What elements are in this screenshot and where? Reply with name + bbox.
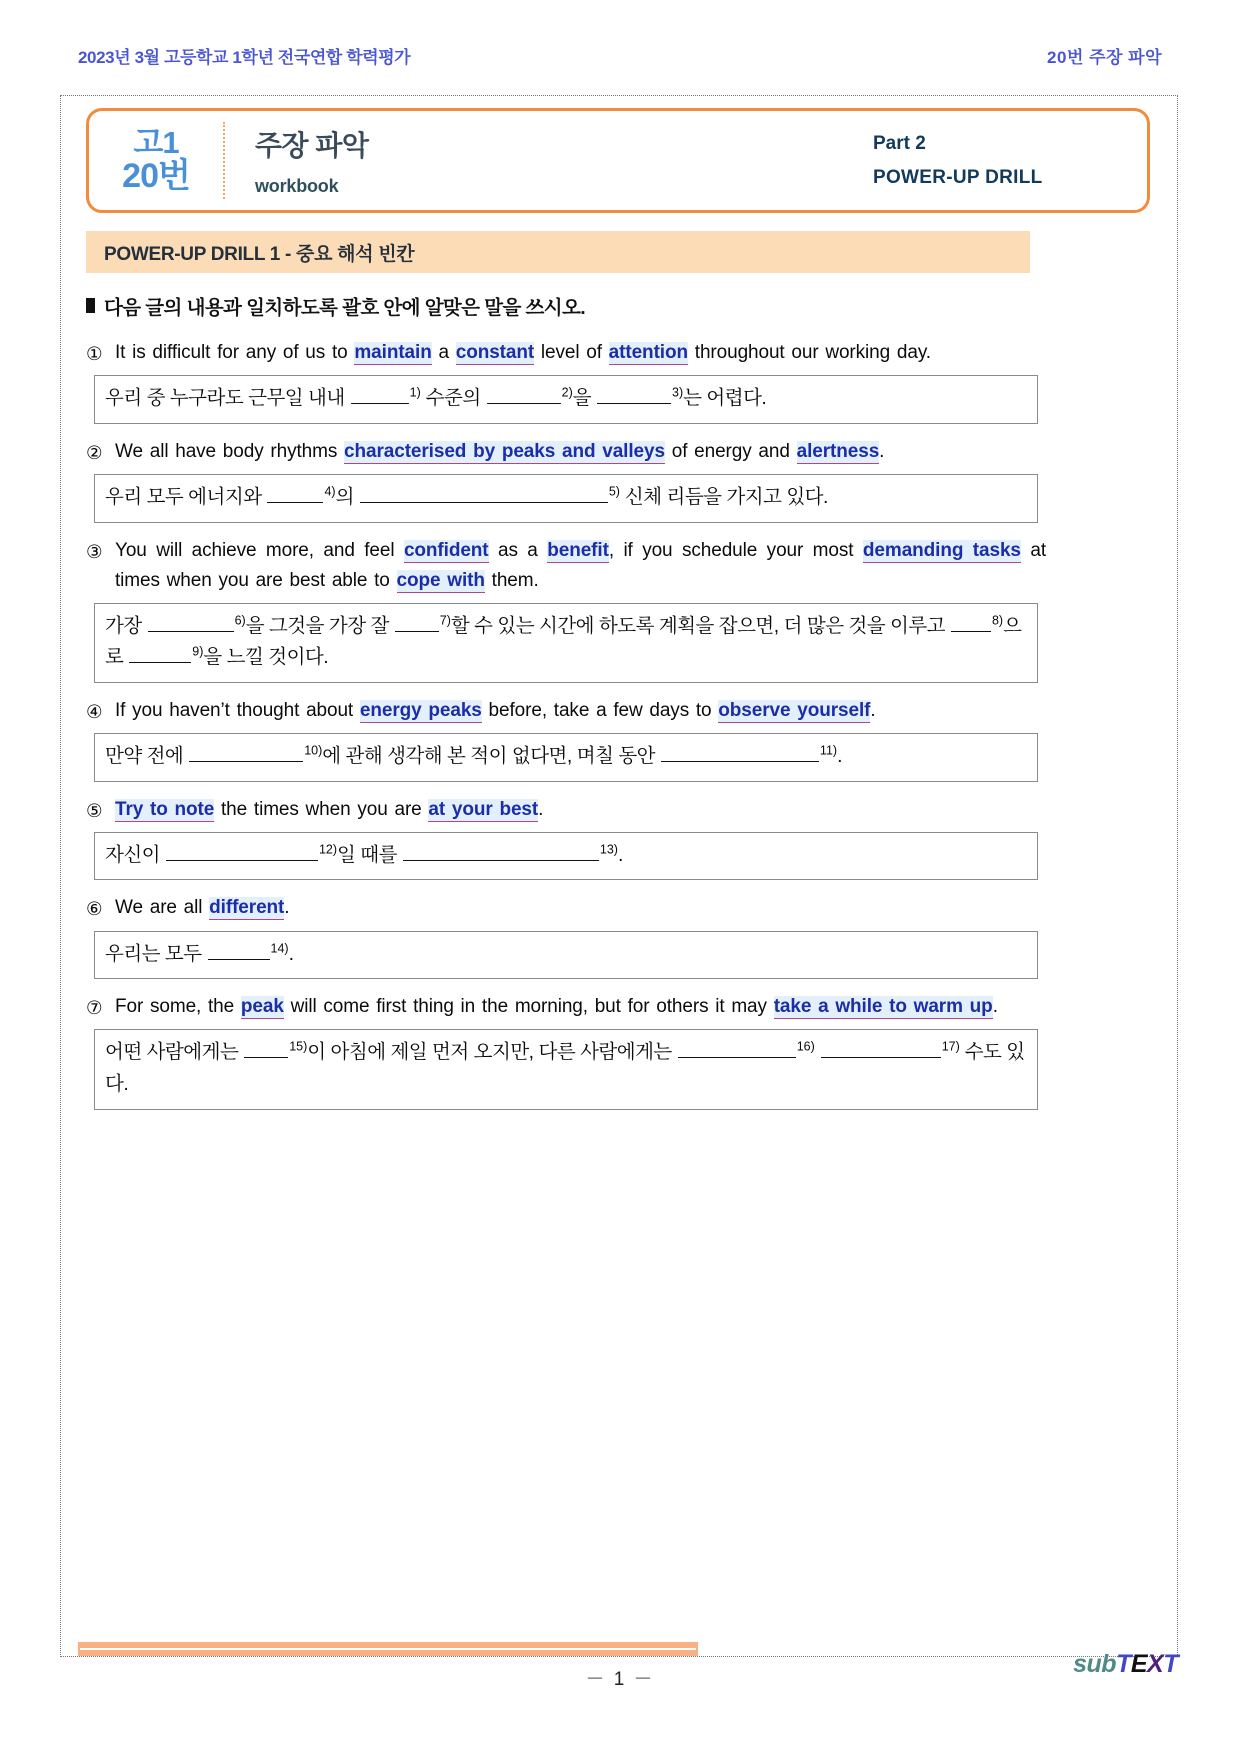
drill-banner: [86, 231, 1030, 273]
answer-blank[interactable]: [661, 742, 819, 762]
highlighted-phrase: observe yourself: [718, 699, 871, 721]
title-right: [873, 111, 1147, 210]
blank-index: 11): [819, 743, 838, 758]
question-item: [86, 338, 1046, 424]
english-sentence-row: [86, 536, 1046, 596]
logo-t1: T: [1116, 1650, 1131, 1678]
drill-banner-label: POWER-UP DRILL 1 - 중요 해석 빈칸: [104, 243, 415, 265]
english-sentence-row: [86, 437, 1046, 467]
answer-blank[interactable]: [597, 385, 671, 405]
blank-index: 13): [599, 842, 618, 857]
logo-sub: sub: [1073, 1650, 1117, 1678]
part-label: Part 2: [873, 132, 926, 154]
highlighted-phrase: peak: [240, 996, 284, 1018]
highlighted-phrase: confident: [403, 539, 489, 561]
answer-box[interactable]: [94, 474, 1038, 523]
answer-box[interactable]: [94, 733, 1038, 782]
drill-type-label: POWER-UP DRILL: [873, 166, 1043, 188]
item-number: ②: [86, 441, 103, 463]
blank-index: 8): [991, 613, 1004, 628]
answer-box[interactable]: [94, 603, 1038, 683]
answer-blank[interactable]: [351, 385, 409, 405]
english-sentence-row: [86, 338, 1046, 368]
english-sentence-row: [86, 795, 1046, 825]
subtext-logo: [1073, 1650, 1178, 1679]
korean-translation: 우리 모두 에너지와 $^{4)}$의 $^{5)}$ 신체 리듬을 가지고 있다.: [105, 484, 828, 509]
item-number: ④: [86, 700, 103, 722]
exam-title: 2023년 3월 고등학교 1학년 전국연합 학력평가: [78, 47, 411, 67]
footer-bar: [78, 1642, 698, 1656]
answer-blank[interactable]: [821, 1039, 941, 1059]
answer-box[interactable]: [94, 1029, 1038, 1109]
question-item: [86, 795, 1046, 881]
page-number: － 1 －: [585, 1669, 655, 1690]
answer-blank[interactable]: [129, 644, 191, 664]
highlighted-phrase: benefit: [547, 539, 609, 561]
answer-blank[interactable]: [166, 841, 318, 861]
highlighted-phrase: at your best: [428, 798, 539, 820]
answer-box[interactable]: [94, 931, 1038, 980]
page-subtitle: workbook: [255, 176, 339, 196]
logo-x: X: [1147, 1650, 1164, 1678]
question-item: [86, 992, 1046, 1109]
answer-blank[interactable]: [148, 612, 234, 632]
answer-blank[interactable]: [487, 385, 561, 405]
blank-index: 12): [318, 842, 338, 857]
blank-index: 9): [192, 644, 204, 659]
english-sentence: It is difficult for any of us to maintain a constant level of attention throughout our working day.: [115, 342, 931, 363]
korean-translation: 우리 중 누구라도 근무일 내내 $^{1)}$ 수준의 $^{2)}$을 $^{3)}$는 어렵다.: [105, 385, 767, 410]
highlighted-phrase: maintain: [354, 342, 432, 363]
english-sentence: We all have body rhythms characterised by peaks and valleys of energy and alertness.: [115, 440, 885, 462]
question-item: [86, 893, 1046, 979]
english-sentence: Try to note the times when you are at your best.: [115, 798, 544, 820]
answer-blank[interactable]: [395, 612, 439, 632]
korean-translation: 만약 전에 $^{10)}$에 관해 생각해 본 적이 없다면, 며칠 동안 $^{11)}$.: [105, 743, 842, 767]
title-main: [225, 111, 873, 210]
highlighted-phrase: characterised by peaks and valleys: [344, 440, 665, 462]
korean-translation: 어떤 사람에게는 $^{15)}$이 아침에 제일 먼저 오지만, 다른 사람에게는 $^{16)}$ $^{17)}$ 수도 있다.: [105, 1039, 1025, 1095]
korean-translation: 자신이 $^{12)}$일 때를 $^{13)}$.: [105, 842, 623, 866]
blank-index: 7): [439, 613, 451, 628]
worksheet-content: [86, 292, 1046, 1123]
answer-box[interactable]: [94, 375, 1038, 424]
english-sentence-row: [86, 893, 1046, 923]
answer-blank[interactable]: [678, 1039, 796, 1059]
question-list: [86, 338, 1046, 1110]
blank-index: 1): [409, 385, 421, 400]
korean-translation: 가장 $^{6)}$을 그것을 가장 잘 $^{7)}$할 수 있는 시간에 하도록 계획을 잡으면, 더 많은 것을 이루고 $^{8)}$으로 $^{9)}$을 느낄 것이다.: [105, 613, 1022, 669]
instruction-line: [86, 292, 1046, 320]
question-number: 20번: [122, 156, 190, 195]
blank-index: 16): [796, 1039, 815, 1054]
item-number: ③: [86, 540, 103, 562]
answer-blank[interactable]: [244, 1039, 288, 1059]
highlighted-phrase: cope with: [396, 569, 485, 591]
highlighted-phrase: attention: [608, 342, 688, 363]
blank-index: 4): [324, 484, 336, 499]
korean-translation: 우리는 모두 $^{14)}$.: [105, 941, 294, 965]
blank-index: 5): [608, 484, 620, 499]
highlighted-phrase: energy peaks: [359, 699, 482, 721]
item-number: ⑦: [86, 997, 103, 1019]
question-item: [86, 437, 1046, 523]
blank-index: 15): [289, 1039, 308, 1054]
bullet-square-icon: [86, 298, 95, 313]
logo-e: E: [1130, 1650, 1148, 1678]
title-box: [86, 108, 1150, 213]
highlighted-phrase: alertness: [796, 440, 880, 462]
highlighted-phrase: constant: [455, 342, 535, 363]
instruction-text: 다음 글의 내용과 일치하도록 괄호 안에 알맞은 말을 쓰시오.: [104, 297, 586, 319]
grade-badge: [89, 111, 223, 210]
highlighted-phrase: take a while to warm up: [773, 996, 993, 1018]
item-number: ⑤: [86, 799, 103, 821]
answer-blank[interactable]: [189, 742, 303, 762]
english-sentence-row: [86, 992, 1046, 1022]
highlighted-phrase: different: [209, 897, 285, 919]
grade-level: 고1: [133, 124, 179, 160]
blank-index: 14): [270, 941, 289, 956]
blank-index: 17): [941, 1039, 960, 1054]
blank-index: 6): [234, 613, 246, 628]
answer-blank[interactable]: [208, 940, 270, 960]
blank-index: 2): [561, 385, 573, 400]
answer-blank[interactable]: [403, 841, 599, 861]
english-sentence: For some, the peak will come first thing in the morning, but for others it may take a while to warm up.: [115, 996, 998, 1018]
item-number: ①: [86, 343, 103, 364]
english-sentence: You will achieve more, and feel confident as a benefit, if you schedule your most demanding tasks at times when you are best able to cope with them.: [115, 539, 1047, 591]
highlighted-phrase: demanding tasks: [862, 539, 1021, 561]
question-item: [86, 696, 1046, 782]
item-number: ⑥: [86, 898, 103, 920]
page-title: 주장 파악: [255, 130, 369, 161]
question-label: 20번 주장 파악: [1047, 47, 1162, 67]
blank-index: 3): [672, 385, 684, 400]
answer-blank[interactable]: [360, 484, 608, 504]
answer-blank[interactable]: [267, 484, 323, 504]
answer-box[interactable]: [94, 832, 1038, 881]
english-sentence: If you haven’t thought about energy peaks before, take a few days to observe yourself.: [115, 699, 876, 721]
answer-blank[interactable]: [951, 612, 991, 632]
question-item: [86, 536, 1046, 683]
running-header: [78, 40, 1162, 70]
logo-t2: T: [1163, 1650, 1178, 1678]
blank-index: 10): [304, 743, 323, 758]
english-sentence-row: [86, 696, 1046, 726]
english-sentence: We are all different.: [115, 897, 290, 919]
highlighted-phrase: Try to note: [115, 798, 215, 820]
